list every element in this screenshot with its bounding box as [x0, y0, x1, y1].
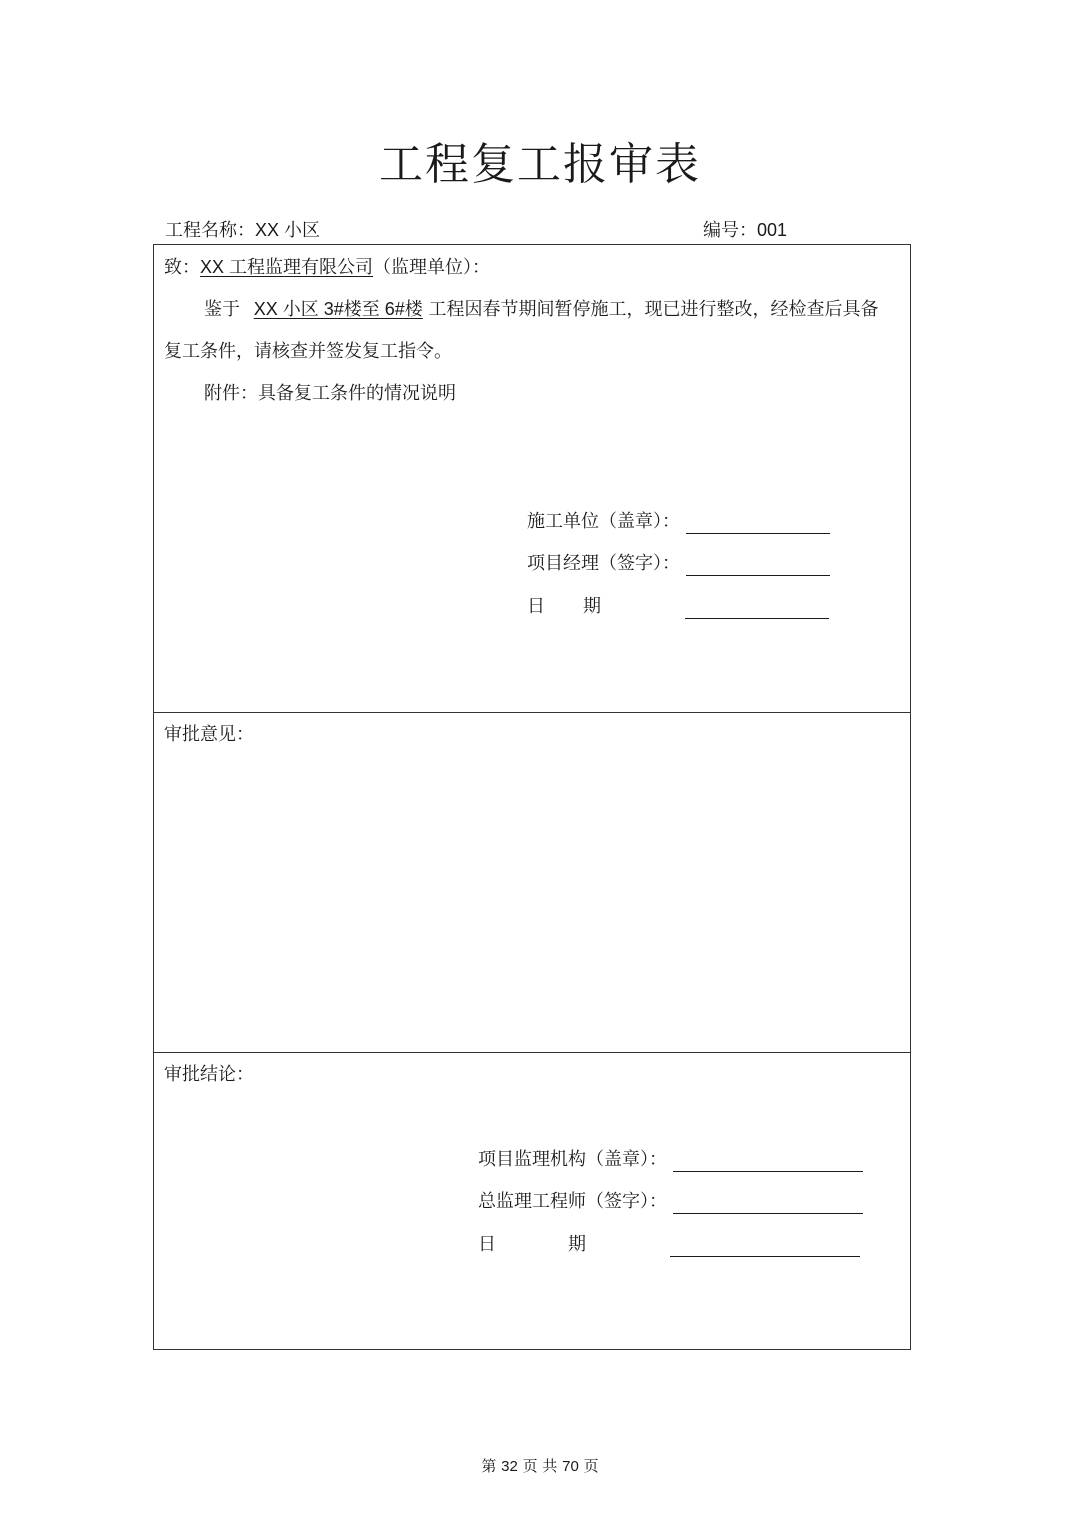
project-name-label: 工程名称： [165, 220, 255, 241]
addressee-line [164, 255, 490, 280]
date-row-2 [478, 1233, 860, 1257]
body-line-1 [204, 297, 879, 322]
date-label-1b: 期 [583, 596, 601, 617]
page-current: 32 [501, 1458, 518, 1475]
agency-sign-row [478, 1148, 863, 1172]
conclusion-label: 审批结论： [164, 1064, 254, 1085]
opinion-label: 审批意见： [164, 724, 254, 745]
manager-sign-field[interactable] [686, 555, 830, 576]
date-label-2a: 日 [478, 1234, 496, 1255]
engineer-sign-row [478, 1190, 863, 1214]
serial-number-row [703, 218, 787, 243]
engineer-sign-field[interactable] [673, 1193, 863, 1214]
serial-number-label: 编号： [703, 220, 757, 241]
application-section [154, 245, 910, 713]
contractor-sign-field[interactable] [686, 513, 830, 534]
attachment-line: 附件：具备复工条件的情况说明 [204, 383, 456, 404]
page-footer [0, 1456, 1080, 1477]
contractor-sign-row [527, 510, 830, 534]
manager-label: 项目经理（签字）： [527, 553, 680, 574]
page-suffix: 页 [583, 1457, 599, 1475]
date-field-1[interactable] [685, 598, 829, 619]
project-name-value: XX 小区 [255, 220, 321, 240]
manager-sign-row [527, 552, 830, 576]
engineer-label: 总监理工程师（签字）： [478, 1191, 667, 1212]
agency-label: 项目监理机构（盖章）： [478, 1149, 667, 1170]
addressee-company: XX 工程监理有限公司 [200, 257, 374, 277]
body-project: XX 小区 3#楼至 6#楼 [253, 299, 423, 319]
addressee-prefix: 致： [164, 257, 200, 278]
page-prefix: 第 [481, 1457, 497, 1475]
agency-sign-field[interactable] [673, 1151, 863, 1172]
date-field-2[interactable] [670, 1236, 860, 1257]
body-rest: 工程因春节期间暂停施工，现已进行整改，经检查后具备 [428, 299, 879, 320]
opinion-section [154, 713, 910, 1053]
page-mid: 页 共 [522, 1457, 558, 1475]
date-row-1 [527, 595, 829, 619]
body-prefix: 鉴于 [204, 299, 240, 320]
date-label-1a: 日 [527, 596, 545, 617]
serial-number-value: 001 [757, 220, 788, 240]
page-total: 70 [562, 1458, 579, 1475]
conclusion-section [154, 1053, 910, 1349]
contractor-label: 施工单位（盖章）： [527, 511, 680, 532]
document-title: 工程复工报审表 [379, 139, 701, 190]
project-name-row [165, 218, 320, 243]
approval-form-table [153, 244, 911, 1350]
date-label-2b: 期 [568, 1234, 586, 1255]
body-line-2: 复工条件，请核查并签发复工指令。 [164, 341, 452, 362]
addressee-suffix: （监理单位）： [373, 257, 491, 278]
